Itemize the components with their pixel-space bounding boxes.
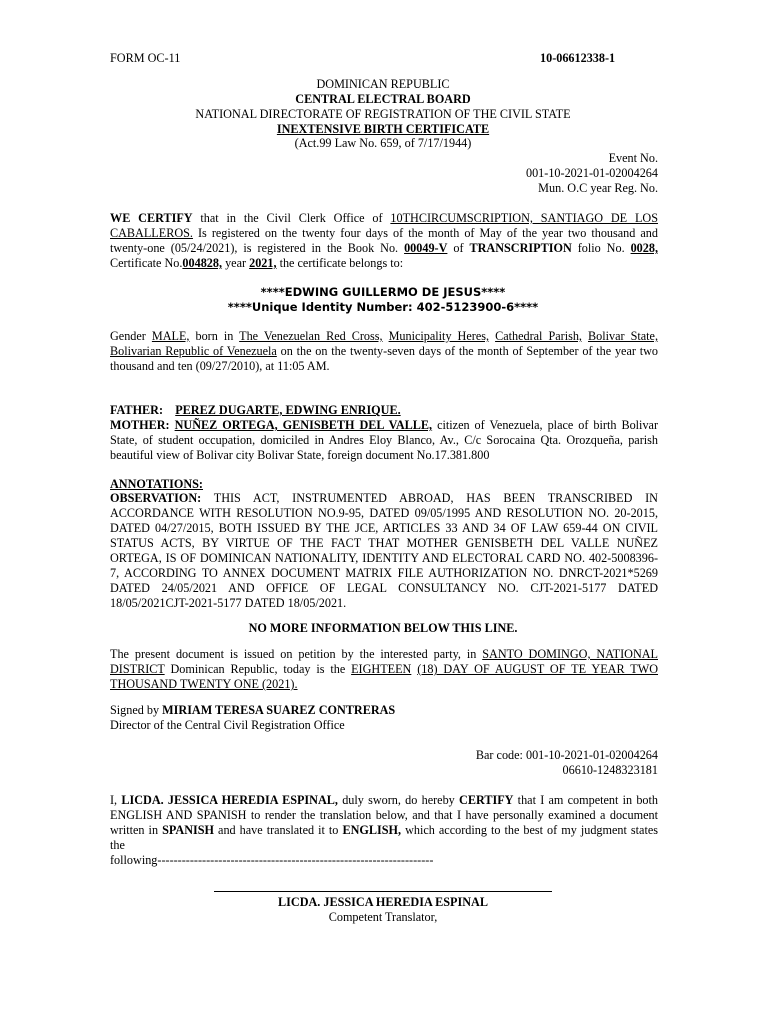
folio-number: 0028, — [630, 241, 658, 255]
certify-text: of — [447, 241, 470, 255]
birth-municipality: Municipality Heres, — [388, 329, 490, 343]
birth-parish: Cathedral Parish, — [495, 329, 582, 343]
observation-paragraph — [110, 491, 658, 611]
issued-paragraph — [110, 647, 658, 692]
mother-details: citizen of Venezuela, place of birth Bolivar State, of student occupation, domiciled in Andres Eloy Blanco, Av., C/c Sorocaina Qta. Orozqueña, parish beautiful view of Bolivar city Bolivar State, foreign document No.17.381.800 — [110, 418, 659, 462]
birth-paragraph — [110, 329, 658, 374]
bar-code-number: 06610-1248323181 — [562, 763, 658, 777]
observation-text: THIS ACT, INSTRUMENTED ABROAD, HAS BEEN TRANSCRIBED IN ACCORDANCE WITH RESOLUTION NO.9-95, DATED 09/05/1995 AND RESOLUTION NO. 20-2015, DATED 04/27/2015, BOTH ISSUED BY THE JCE, ARTICLES 33 AND 34 OF LAW 659-44 ON CIVIL STATUS ACTS, BY VIRTUE OF THE FACT THAT MOTHER GENISBETH DEL VALLE NUÑEZ ORTEGA, IS OF DOMINICAN NATIONALITY, IDENTITY AND ELECTORAL CARD NO. 402-5008396-7, ACCORDING TO ANNEX DOCUMENT MATRIX FILE AUTHORIZATION NO. DNRCT-2021*5269 DATED 24/05/2021 AND OFFICE OF LEGAL CONSULTANCY NO. CJT-2021-5177 DATED 18/05/2021CJT-2021-5177 DATED 18/05/2021. — [110, 491, 658, 610]
gender: MALE, — [151, 329, 190, 343]
signed-by-line — [110, 703, 395, 718]
translator-body — [110, 793, 658, 853]
signer-name: MIRIAM TERESA SUAREZ CONTRERAS — [162, 703, 396, 717]
signed-by-text: Signed by — [110, 703, 163, 717]
translator-signature-title: Competent Translator, — [328, 910, 438, 924]
certify-text: the certificate belongs to: — [276, 256, 404, 270]
certificate-number: 004828, — [182, 256, 223, 270]
form-code: FORM OC-11 — [110, 51, 181, 65]
translator-certify: CERTIFY — [459, 793, 514, 807]
following-line: following-------------------------------------------------------------------- — [110, 853, 434, 867]
birth-state: Bolivar State, Bolivarian Republic of Venezuela — [110, 329, 659, 358]
birth-text: born in — [189, 329, 240, 343]
signature-line — [214, 891, 552, 892]
we-certify: WE CERTIFY — [110, 211, 193, 225]
certificate-title: INEXTENSIVE BIRTH CERTIFICATE — [276, 122, 490, 136]
observation-label: OBSERVATION: — [110, 491, 202, 505]
no-more-information: NO MORE INFORMATION BELOW THIS LINE. — [248, 621, 518, 635]
birth-text: Gender — [110, 329, 152, 343]
father-line — [110, 403, 401, 418]
translator-text: duly sworn, do hereby — [337, 793, 460, 807]
source-language: SPANISH — [162, 823, 214, 837]
bar-code: Bar code: 001-10-2021-01-02004264 — [475, 748, 658, 762]
mother-paragraph — [110, 418, 658, 463]
target-language: ENGLISH, — [342, 823, 402, 837]
certify-text: folio No. — [571, 241, 631, 255]
country: DOMINICAN REPUBLIC — [316, 77, 450, 91]
issued-place: SANTO DOMINGO, NATIONAL DISTRICT — [110, 647, 658, 676]
certify-paragraph — [110, 211, 658, 271]
certify-text: year — [222, 256, 250, 270]
birth-place: The Venezuelan Red Cross, — [239, 329, 383, 343]
directorate-name: NATIONAL DIRECTORATE OF REGISTRATION OF THE CIVIL STATE — [195, 107, 571, 121]
translator-text: I, — [110, 793, 122, 807]
person-name: ****EDWING GUILLERMO DE JESUS**** — [260, 285, 506, 299]
book-number: 00049-V — [404, 241, 448, 255]
board-name: CENTRAL ELECTRAL BOARD — [295, 92, 471, 106]
mother-name: NUÑEZ ORTEGA, GENISBETH DEL VALLE, — [174, 418, 433, 432]
translator-text: and have translated it to — [214, 823, 343, 837]
act-reference: (Act.99 Law No. 659, of 7/17/1944) — [294, 136, 472, 150]
mother-label: MOTHER: — [110, 418, 170, 432]
registration-label: Mun. O.C year Reg. No. — [538, 181, 658, 195]
annotations-label: ANNOTATIONS: — [110, 477, 203, 491]
issued-date: (18) DAY OF AUGUST OF TE YEAR TWO THOUSAND TWENTY ONE (2021). — [110, 662, 659, 691]
father-label: FATHER: — [110, 403, 164, 417]
translator-name: LICDA. JESSICA HEREDIA ESPINAL, — [121, 793, 338, 807]
certify-text: Is registered on the twenty four days of the month of May of the year two thousand and twenty-one (05/24/2021), is registered in the Book No. — [110, 226, 658, 255]
unique-identity-number: ****Unique Identity Number: 402-5123900-6**** — [227, 300, 539, 314]
signer-title: Director of the Central Civil Registration Office — [110, 718, 345, 732]
father-name: PEREZ DUGARTE, EDWING ENRIQUE. — [175, 403, 401, 417]
certificate-year: 2021, — [249, 256, 277, 270]
translator-signature-name: LICDA. JESSICA HEREDIA ESPINAL — [278, 895, 488, 909]
issued-text: The present document is issued on petition by the interested party, in — [110, 647, 483, 661]
issued-text: Dominican Republic, today is the — [164, 662, 352, 676]
certify-text: Certificate No. — [110, 256, 183, 270]
translator-text: which according to the best of my judgment states the — [110, 823, 658, 852]
translator-text: that I am competent in both ENGLISH AND SPANISH to render the translation below, and that I have personally examined a document written in — [110, 793, 659, 837]
transcription: TRANSCRIPTION — [469, 241, 572, 255]
translator-paragraph — [110, 793, 658, 868]
issued-day: EIGHTEEN — [351, 662, 412, 676]
event-label: Event No. — [608, 151, 658, 165]
certify-text: that in the Civil Clerk Office of — [192, 211, 391, 225]
document-number: 10-06612338-1 — [540, 51, 616, 65]
birth-text: on the on the twenty-seven days of the month of September of the year two thousand and ten (09/27/2010), at 11:05 AM. — [110, 344, 658, 373]
event-number: 001-10-2021-01-02004264 — [525, 166, 658, 180]
civil-office: 10THCIRCUMSCRIPTION, SANTIAGO DE LOS CABALLEROS. — [110, 211, 658, 240]
